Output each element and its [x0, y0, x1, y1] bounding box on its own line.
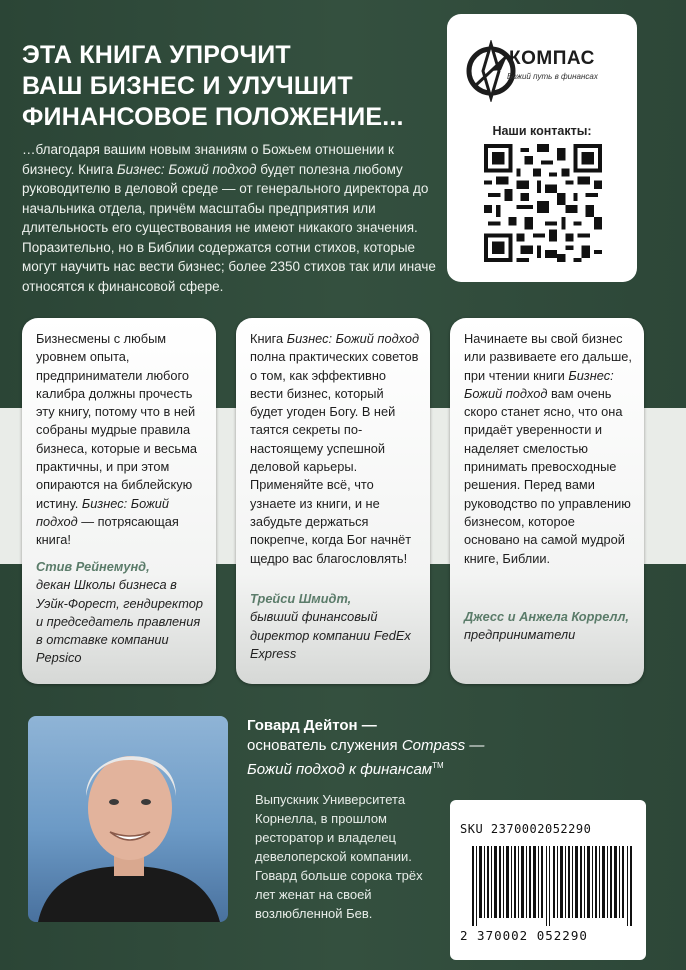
- testimonial-text-part: Книга: [250, 331, 287, 346]
- headline-line-3: ФИНАНСОВОЕ ПОЛОЖЕНИЕ...: [22, 103, 404, 131]
- author-role-heading: основатель служения: [247, 737, 402, 754]
- testimonial-book-title: Бизнес: Божий подход: [286, 331, 420, 346]
- testimonial-card-2: [236, 318, 430, 684]
- logo-tagline: Божий путь в финансах: [507, 72, 598, 81]
- testimonial-text-part: — потрясающая книга!: [36, 513, 179, 548]
- qr-code-icon[interactable]: [484, 144, 602, 262]
- author-photo: [28, 716, 228, 922]
- testimonial-text-part: Бизнесмены с любым уровнем опыта, предприниматели любого калибра должны прочесть эту книгу, потому что в ней собраны мудрые правила бизнеса, которые и весьма практичны, и при этом опираются на библейскую истину.: [36, 331, 198, 511]
- testimonial-text: [36, 330, 206, 550]
- intro-text-2: будет полезна любому руководителю в деловой среде — от генерального директора до начальника отдела, причём масштабы предприятия или длительность его существования не имеют никакого значения. Поразительно, но в Библии содержатся сотни стихов, которые могут научить нас вести бизнес; более 2350 стихов так или иначе относятся к финансовой сфере.: [22, 161, 436, 294]
- testimonial-text: [250, 330, 420, 568]
- author-name: Трейси Шмидт,: [250, 591, 352, 606]
- testimonial-text-part: полна практических советов о том, как эффективно вести бизнес, который будет угоден Богу. В ней таятся секреты по-настоящему успешной деловой карьеры. Применяйте всё, что узнаете из книги, и не забудьте держаться покрепче, когда Бог начнёт щедро вас благословлять!: [250, 349, 419, 566]
- author-role: декан Школы бизнеса в Уэйк-Форест, гендиректор и председатель правления в отставке компании Pepsico: [36, 577, 203, 666]
- author-portrait-icon: [28, 716, 228, 922]
- headline: [22, 40, 442, 133]
- author-role: предприниматели: [464, 627, 576, 643]
- testimonial-author: [250, 590, 420, 663]
- intro-text-1: …благодаря вашим новым знаниям о Божьем отношении к бизнесу. Книга: [22, 142, 394, 177]
- ministry-name: Compass —: [401, 737, 485, 754]
- intro-book-title: Бизнес: Божий подход: [116, 161, 257, 177]
- testimonial-text: [464, 330, 634, 568]
- author-name-heading: Говард Дейтон —: [247, 717, 377, 734]
- testimonial-author: [464, 608, 634, 645]
- testimonial-author: [36, 558, 206, 668]
- author-role: бывший финансовый директор компании FedEx Express: [250, 609, 411, 661]
- testimonial-book-title: Бизнес: Божий подход: [36, 495, 169, 529]
- testimonial-text-part: вам очень скоро станет ясно, что она придаёт уверенности и наделяет смелостью принимать превосходные решения. Перед вами руководство по управлению бизнесом, которое основано на самой мудрой книге, Библии.: [464, 385, 631, 566]
- logo-wordmark: КОМПАС: [509, 48, 595, 69]
- intro-paragraph: [22, 140, 436, 296]
- testimonial-text-part: Начинаете вы свой бизнес или развиваете его дальше, при чтении книги: [464, 331, 632, 383]
- testimonial-card-3: [450, 318, 644, 684]
- barcode-card: [450, 800, 646, 960]
- author-name: Джесс и Анжела Коррелл,: [464, 609, 629, 624]
- author-bio-heading: [247, 716, 507, 780]
- trademark-mark: TM: [432, 761, 444, 770]
- barcode-icon: [472, 846, 632, 926]
- barcode-digits: 2 370002 052290: [460, 928, 588, 943]
- headline-line-2: ВАШ БИЗНЕС И УЛУЧШИТ: [22, 72, 353, 100]
- author-name: Стив Рейнемунд,: [36, 559, 150, 574]
- testimonial-book-title: Бизнес: Божий подход: [464, 367, 614, 401]
- author-bio-text: Выпускник Университета Корнелла, в прошлом ресторатор и владелец девелоперской компании. Говард больше сорока трёх лет женат на своей возлюбленной Бев.: [255, 792, 423, 921]
- headline-line-1: ЭТА КНИГА УПРОЧИТ: [22, 41, 291, 69]
- contacts-label: Наши контакты:: [492, 124, 592, 138]
- sku-text: SKU 2370002052290: [460, 822, 592, 836]
- contact-card: [447, 14, 637, 282]
- testimonial-card-1: [22, 318, 216, 684]
- ministry-tagline: Божий подход к финансам: [247, 761, 433, 778]
